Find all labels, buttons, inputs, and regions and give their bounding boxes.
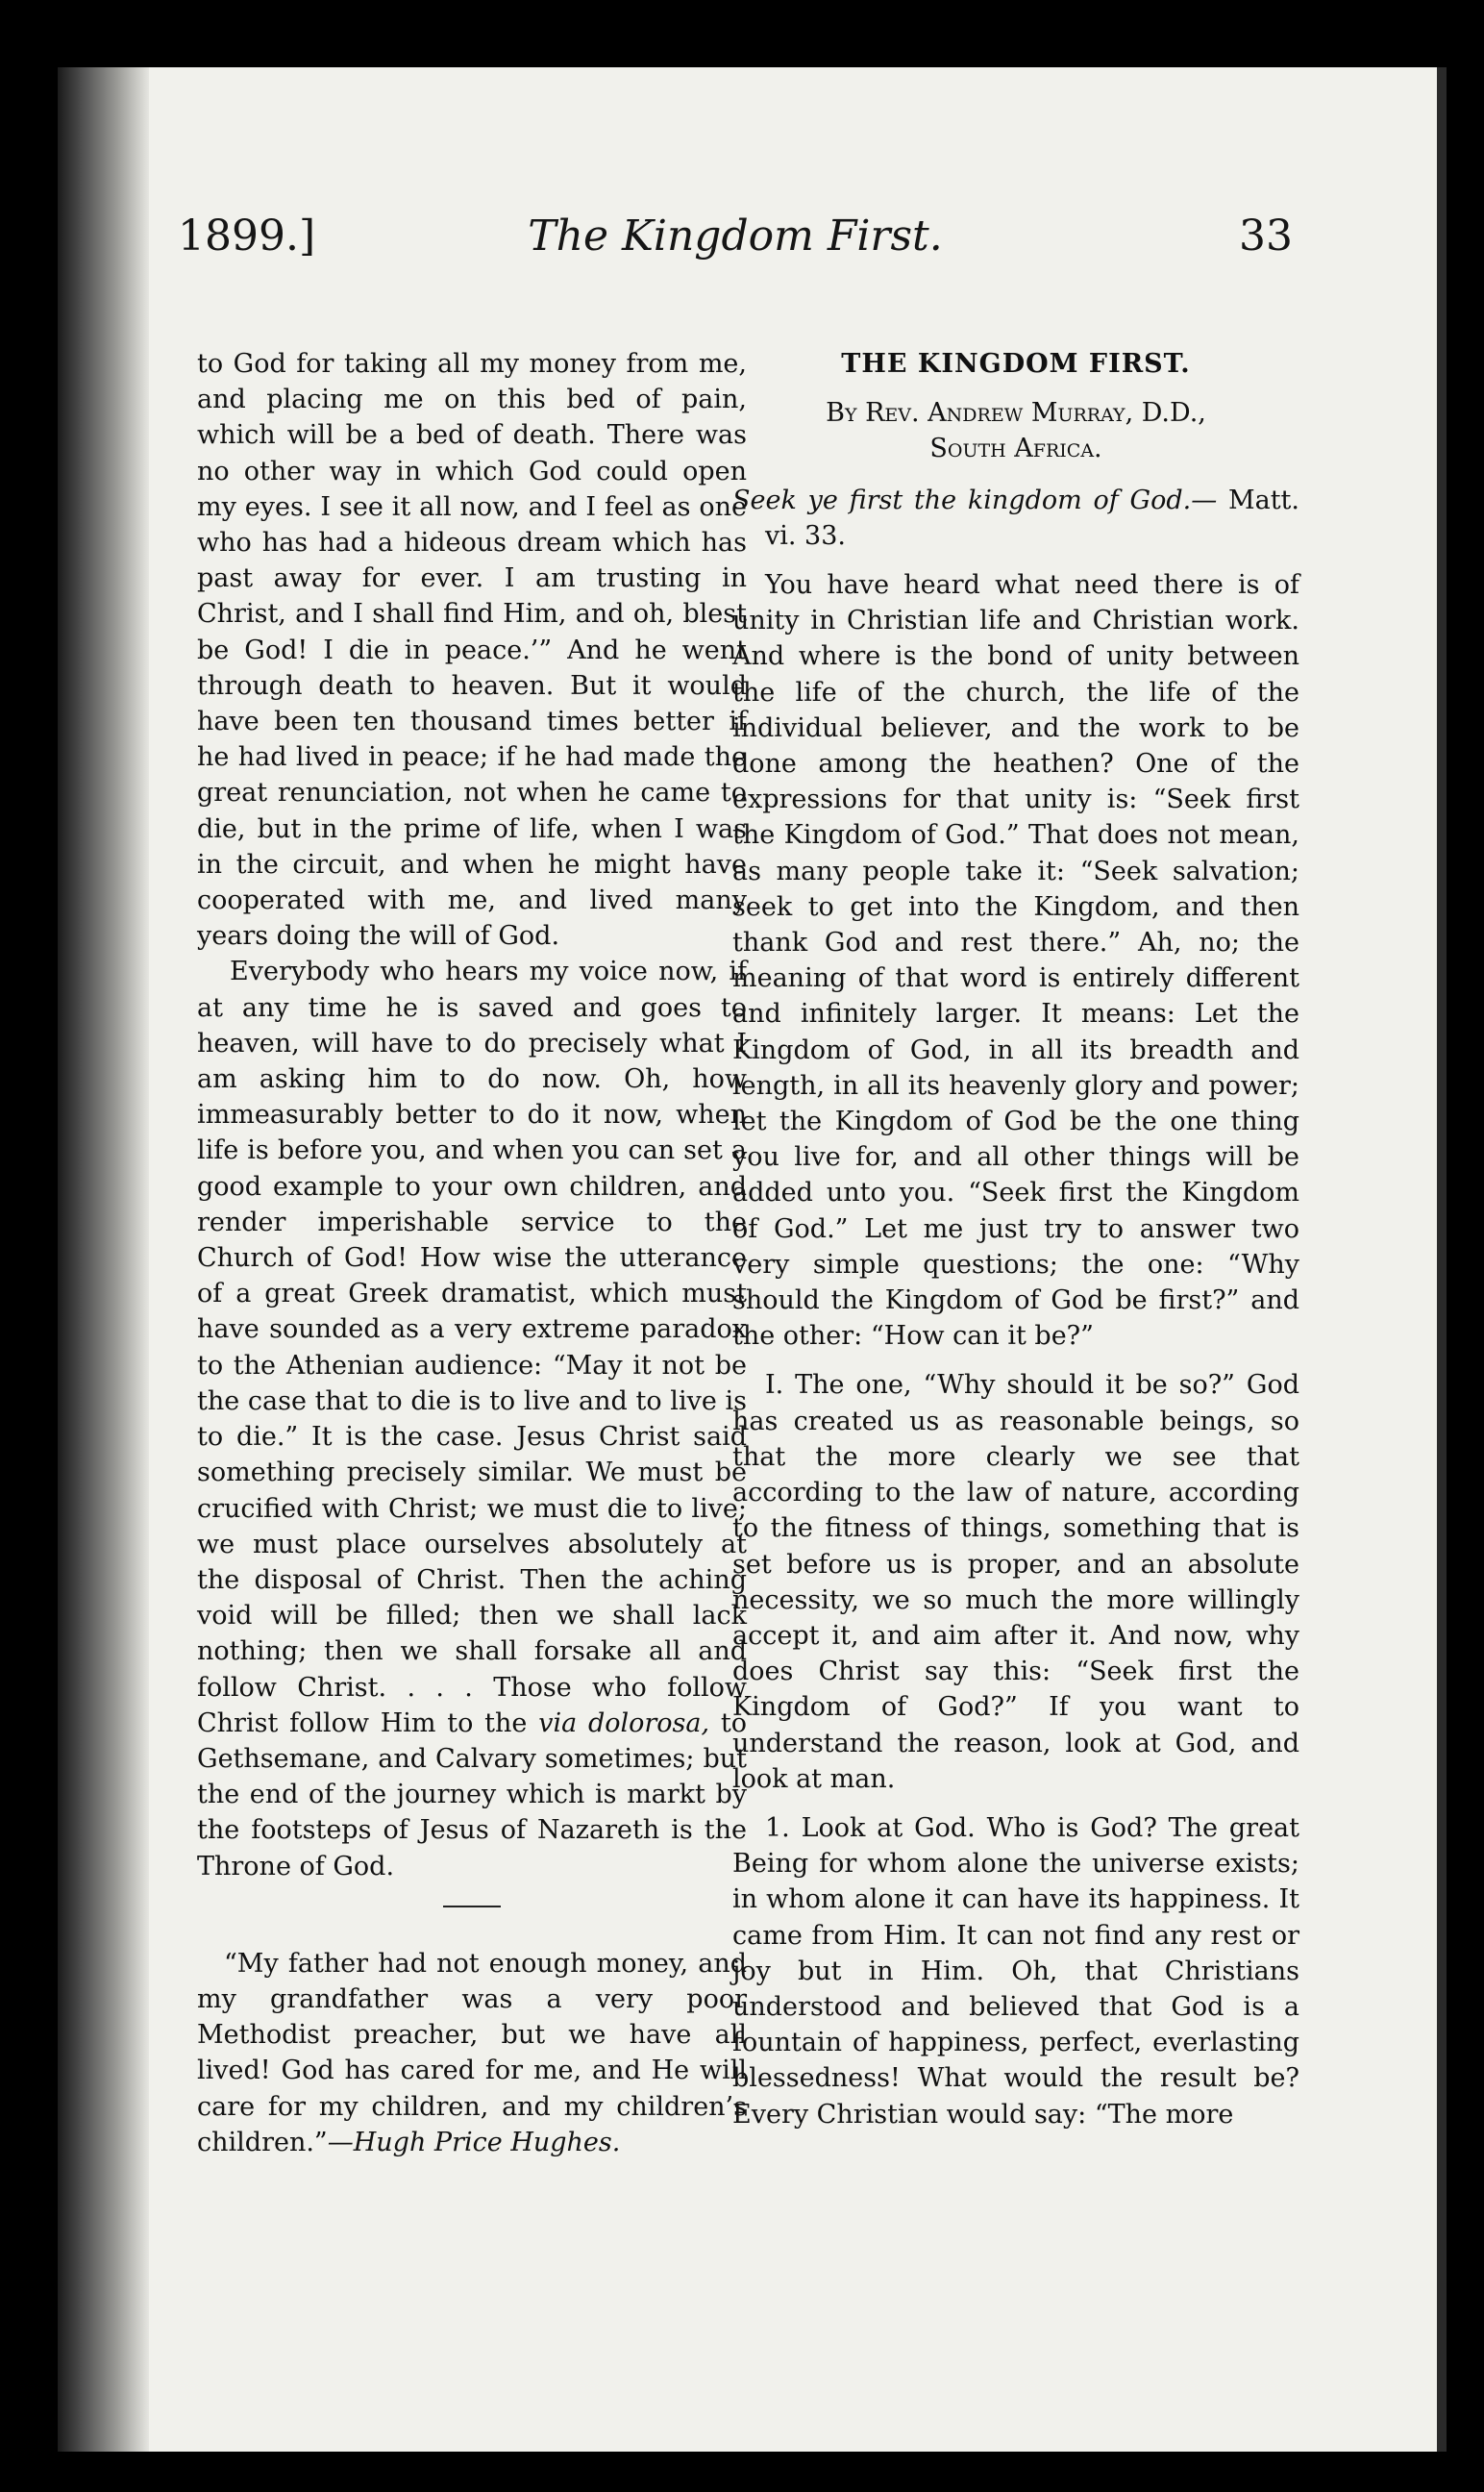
page-edge (1437, 67, 1447, 2452)
epigraph (732, 483, 1299, 554)
page-number: 33 (1239, 212, 1293, 261)
via-dolorosa-phrase: via dolorosa, (538, 1707, 710, 1738)
section-divider (443, 1906, 501, 1907)
article-title: THE KINGDOM FIRST. (841, 349, 1191, 379)
closing-quote (197, 1946, 747, 2160)
header-year: 1899.] (178, 212, 316, 261)
epigraph-reference: Matt. vi. 33. (765, 485, 1299, 551)
right-column (732, 346, 1299, 2132)
right-paragraph-2: I. The one, “Why should it be so?” God has created us as reasonable beings, so that the more clearly we see that according to the law of nature, according to the fitness of things, something that is set before us is proper, and an absolute necessity, we so much the more willingly accept it, and aim after it. And now, why does Christ say this: “Seek first the Kingdom of God?” If you want to understand the reason, look at God, and look at man. (732, 1370, 1299, 1794)
left-column (197, 346, 747, 2160)
epigraph-text: Seek ye first the kingdom of God.— (732, 485, 1218, 515)
byline-location: South Africa. (929, 434, 1102, 464)
left-paragraph-2 (197, 954, 747, 1883)
byline-author: By Rev. Andrew Murray, D.D., (826, 398, 1206, 429)
quote-text: “My father had not enough money, and my grandfather was a very poor Methodist preacher, but we have all lived! God has cared for me, and He will care for my children, and my children’s children.” (197, 1948, 747, 2157)
right-paragraph-3: 1. Look at God. Who is God? The great Being for whom alone the universe exists; in whom alone it can have its happiness. It came from Him. It can not find any rest or joy but in Him. Oh, that Christians understood and believed that God is a fountain of happiness, perfect, everlasting blessedness! What would the result be? Every Christian would say: “The more (732, 1812, 1299, 2130)
quote-attribution: —Hugh Price Hughes. (327, 2127, 621, 2157)
running-title: The Kingdom First. (528, 212, 943, 261)
book-page (58, 67, 1447, 2452)
left-paragraph-1: to God for taking all my money from me, and placing me on this bed of pain, which will be a bed of death. There was no other way in which God could open my eyes. I see it all now, and I feel as one who has had a hideous dream which has past away for ever. I am trusting in Christ, and I shall find Him, and oh, blest be God! I die in peace.’” And he went through death to heaven. But it would have been ten thousand times better if he had lived in peace; if he had made the great renunciation, not when he came to die, but in the prime of life, when I was in the circuit, and when he might have cooperated with me, and lived many years doing the will of God. (197, 349, 747, 952)
right-paragraph-1: You have heard what need there is of unity in Christian life and Christian work. And where is the bond of unity between the life of the church, the life of the individual believer, and the work to be done among the heathen? One of the expressions for that unity is: “Seek first the Kingdom of God.” That does not mean, as many people take it: “Seek salvation; seek to get into the Kingdom, and then thank God and rest there.” Ah, no; the meaning of that word is entirely different and infinitely larger. It means: Let the Kingdom of God, in all its breadth and length, in all its heavenly glory and power; let the Kingdom of God be the one thing you live for, and all other things will be added unto you. “Seek first the Kingdom of God.” Let me just try to answer two very simple questions; the one: “Why should the Kingdom of God be first?” and the other: “How can it be?” (732, 570, 1299, 1352)
left-paragraph-2-part-1: Everybody who hears my voice now, if at any time he is saved and goes to heaven, will have to do precisely what I am asking him to do now. Oh, how immeasurably better to do it now, when life is before you, and when you can set a good example to your own children, and render imperishable service to the Church of God! How wise the utterance of a great Greek dramatist, which must have sounded as a very extreme paradox to the Athenian audience: “May it not be the case that to die is to live and to live is to die.” It is the case. Jesus Christ said something precisely similar. We must be crucified with Christ; we must die to live; we must place ourselves absolutely at the disposal of Christ. Then the aching void will be filled; then we shall lack nothing; then we shall forsake all and follow Christ. . . . Those who follow Christ follow Him to the (197, 957, 747, 1738)
running-head (178, 212, 1293, 288)
left-paragraph-2-part-2: to Gethsemane, and Calvary sometimes; but the end of the journey which is markt by the footsteps of Jesus of Nazareth is the Throne of God. (197, 1707, 747, 1881)
byline (732, 395, 1299, 466)
